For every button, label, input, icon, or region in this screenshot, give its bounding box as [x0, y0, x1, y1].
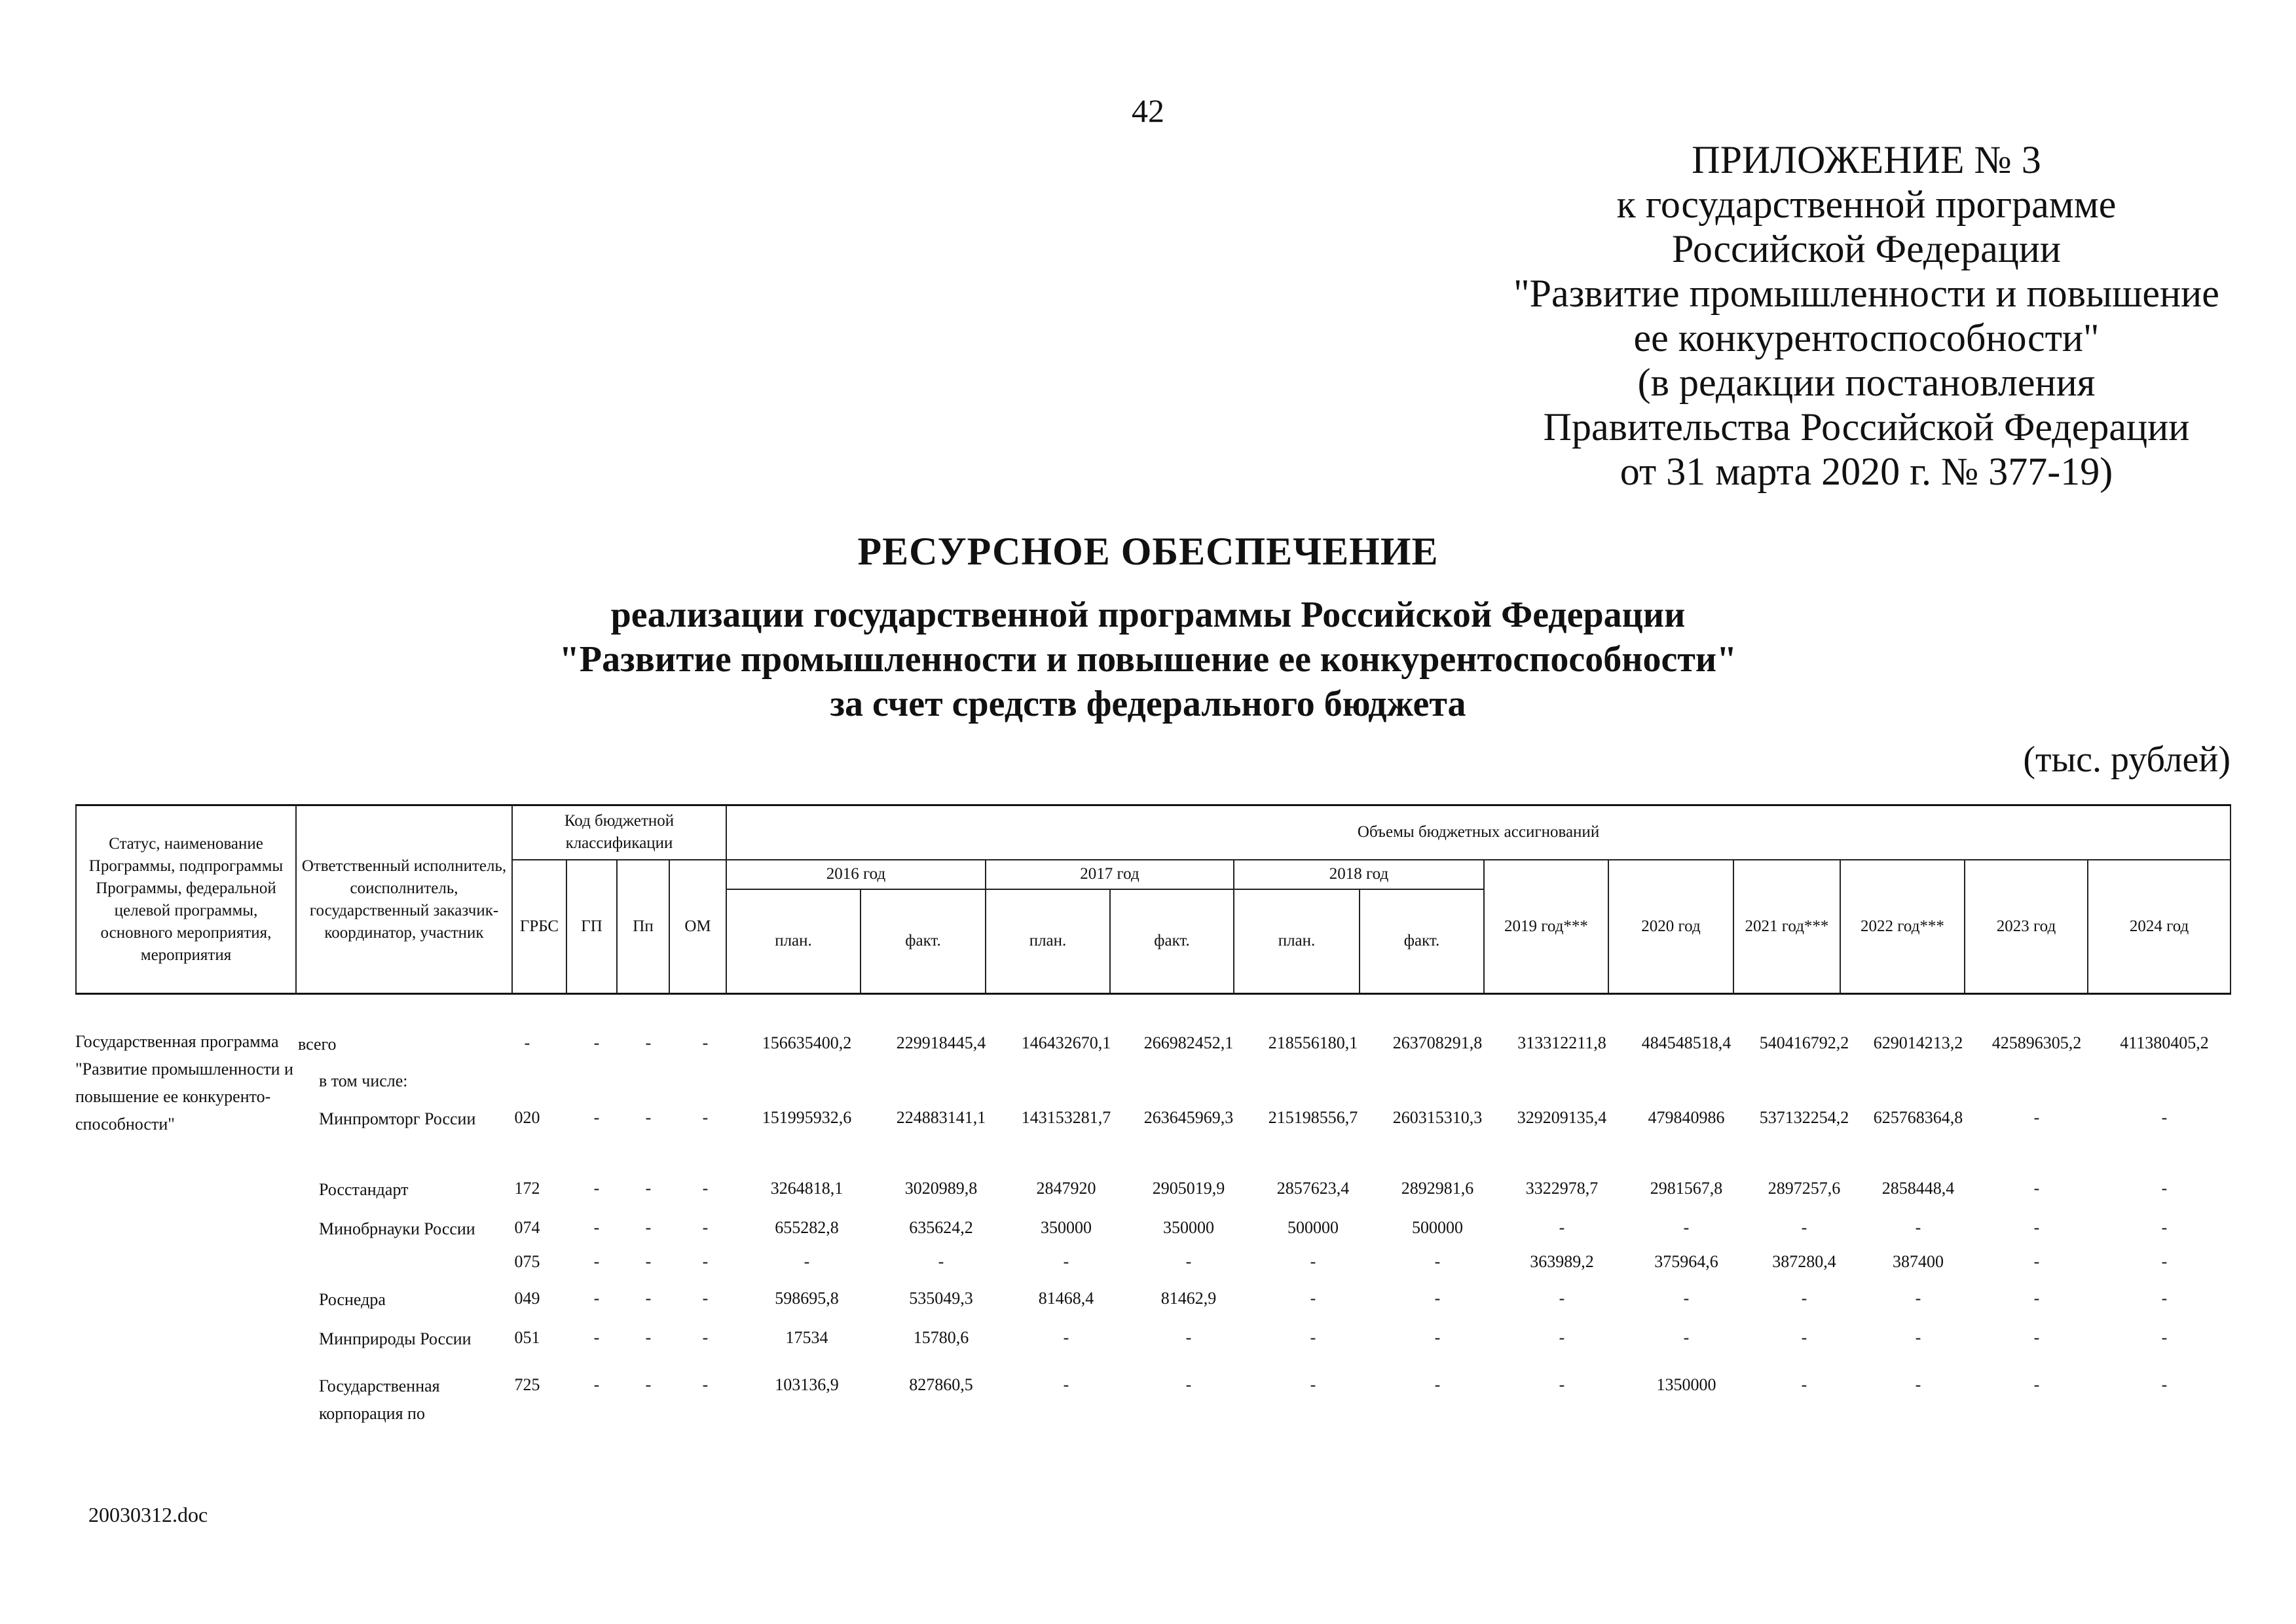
cell-gp: - [593, 1289, 600, 1308]
appendix-line: Правительства Российской Федерации [1543, 405, 2190, 449]
cell-pp: - [645, 1033, 652, 1052]
appendix-line: ее конкурентоспособности" [1633, 316, 2100, 360]
cell-value: 103136,9 [775, 1375, 839, 1394]
cell-pp: - [645, 1252, 652, 1271]
units-label: (тыс. рублей) [2023, 739, 2231, 780]
cell-value: 329209135,4 [1517, 1108, 1607, 1127]
cell-pp: - [645, 1375, 652, 1394]
page-number: 42 [1132, 92, 1164, 129]
header-executor: Ответственный исполнитель, соисполнитель, государственный заказчик-координатор, участник [296, 805, 512, 994]
cell-value: - [1185, 1328, 1192, 1347]
cell-value: - [2033, 1218, 2040, 1237]
appendix-header [1506, 138, 2227, 494]
row-executor: Государственная корпорация по [319, 1376, 440, 1423]
row-executor: Росстандарт [319, 1180, 409, 1199]
cell-value: - [1063, 1252, 1069, 1271]
cell-om: - [702, 1218, 709, 1237]
header-fact: факт. [1360, 889, 1484, 994]
cell-value: 411380405,2 [2120, 1033, 2209, 1052]
cell-value: - [2033, 1179, 2040, 1198]
cell-value: - [1801, 1218, 1807, 1237]
cell-value: - [2033, 1108, 2040, 1127]
cell-om: - [702, 1179, 709, 1198]
cell-value: - [2033, 1375, 2040, 1394]
cell-value: 260315310,3 [1392, 1108, 1483, 1127]
cell-value: 350000 [1163, 1218, 1214, 1237]
cell-pp: - [645, 1108, 652, 1127]
cell-gp: - [593, 1375, 600, 1394]
cell-value: - [1801, 1375, 1807, 1394]
header-year-2020: 2020 год [1608, 860, 1733, 994]
header-plan: план. [726, 889, 861, 994]
header-plan: план. [1234, 889, 1360, 994]
cell-value: - [1683, 1218, 1690, 1237]
cell-gp: - [593, 1179, 600, 1198]
header-volumes: Объемы бюджетных ассигнований [726, 805, 2231, 860]
cell-gp: - [593, 1218, 600, 1237]
cell-value: 2905019,9 [1152, 1179, 1225, 1198]
cell-grbs: 172 [514, 1179, 540, 1198]
document-title: РЕСУРСНОЕ ОБЕСПЕЧЕНИЕ [857, 530, 1439, 573]
cell-value: 537132254,2 [1759, 1108, 1849, 1127]
cell-value: - [1063, 1375, 1069, 1394]
cell-value: - [938, 1252, 944, 1271]
cell-value: - [2161, 1328, 2168, 1347]
cell-value: 387400 [1893, 1252, 1944, 1271]
cell-value: 218556180,1 [1268, 1033, 1358, 1052]
cell-value: - [1559, 1218, 1565, 1237]
header-fact: факт. [861, 889, 986, 994]
cell-value: 635624,2 [909, 1218, 973, 1237]
header-year-2021: 2021 год*** [1733, 860, 1840, 994]
cell-value: 1350000 [1656, 1375, 1716, 1394]
cell-value: 2858448,4 [1881, 1179, 1955, 1198]
cell-value: 363989,2 [1530, 1252, 1594, 1271]
header-gp: ГП [566, 860, 617, 994]
cell-om: - [702, 1033, 709, 1052]
header-year-2019: 2019 год*** [1484, 860, 1608, 994]
cell-value: 827860,5 [909, 1375, 973, 1394]
header-year-2017: 2017 год [986, 860, 1234, 889]
header-year-2024: 2024 год [2088, 860, 2231, 994]
program-name: Государственная программа "Развитие промышленности и повышение ее конкуренто- способности" [75, 1032, 293, 1134]
cell-grbs: 020 [514, 1108, 540, 1127]
cell-value: 229918445,4 [896, 1033, 986, 1052]
cell-value: - [1434, 1252, 1441, 1271]
cell-gp: - [593, 1108, 600, 1127]
cell-gp: - [593, 1252, 600, 1271]
cell-pp: - [645, 1179, 652, 1198]
cell-value: - [1310, 1375, 1316, 1394]
cell-value: - [1310, 1289, 1316, 1308]
cell-value: 2892981,6 [1401, 1179, 1474, 1198]
cell-value: - [2161, 1289, 2168, 1308]
appendix-line: "Развитие промышленности и повышение [1513, 272, 2219, 315]
cell-value: 215198556,7 [1268, 1108, 1358, 1127]
cell-pp: - [645, 1328, 652, 1347]
footer-filename: 20030312.doc [88, 1503, 208, 1526]
cell-om: - [702, 1328, 709, 1347]
cell-value: - [1801, 1328, 1807, 1347]
cell-value: 266982452,1 [1143, 1033, 1234, 1052]
row-executor: Роснедра [319, 1290, 386, 1309]
cell-value: 3322978,7 [1525, 1179, 1599, 1198]
header-grbs: ГРБС [512, 860, 566, 994]
cell-value: - [1559, 1328, 1565, 1347]
cell-value: 263708291,8 [1392, 1033, 1483, 1052]
cell-value: - [1559, 1289, 1565, 1308]
cell-value: 387280,4 [1772, 1252, 1836, 1271]
cell-value: 2897257,6 [1768, 1179, 1841, 1198]
subtitle-line: реализации государственной программы Российской Федерации [610, 595, 1686, 635]
cell-value: - [2161, 1375, 2168, 1394]
cell-value: 151995932,6 [762, 1108, 852, 1127]
cell-value: 350000 [1041, 1218, 1092, 1237]
header-year-2023: 2023 год [1965, 860, 2088, 994]
cell-value: 655282,8 [775, 1218, 839, 1237]
row-executor: Минприроды России [319, 1329, 472, 1348]
cell-value: 484548518,4 [1641, 1033, 1731, 1052]
cell-value: - [804, 1252, 810, 1271]
row-executor: всего [298, 1035, 337, 1054]
cell-value: 375964,6 [1654, 1252, 1718, 1271]
cell-grbs: 075 [514, 1252, 540, 1271]
cell-value: 15780,6 [913, 1328, 969, 1347]
cell-value: 3020989,8 [904, 1179, 978, 1198]
cell-value: 263645969,3 [1143, 1108, 1234, 1127]
cell-om: - [702, 1252, 709, 1271]
cell-value: 625768364,8 [1873, 1108, 1963, 1127]
cell-value: - [1801, 1289, 1807, 1308]
cell-value: - [2033, 1328, 2040, 1347]
header-year-2016: 2016 год [726, 860, 986, 889]
cell-value: - [1185, 1375, 1192, 1394]
appendix-line: от 31 марта 2020 г. № 377-19) [1620, 450, 2113, 493]
cell-value: - [1915, 1375, 1921, 1394]
cell-value: - [2161, 1179, 2168, 1198]
cell-value: 156635400,2 [762, 1033, 852, 1052]
cell-om: - [702, 1108, 709, 1127]
cell-value: 313312211,8 [1517, 1033, 1606, 1052]
cell-value: 17534 [785, 1328, 828, 1347]
cell-value: 629014213,2 [1873, 1033, 1963, 1052]
cell-value: 2847920 [1036, 1179, 1096, 1198]
cell-value: 535049,3 [909, 1289, 973, 1308]
cell-gp: - [593, 1328, 600, 1347]
cell-value: 3264818,1 [770, 1179, 843, 1198]
cell-grbs: 049 [514, 1289, 540, 1308]
cell-value: 500000 [1412, 1218, 1463, 1237]
header-budget-code: Код бюджетной классификации [512, 805, 726, 860]
cell-pp: - [645, 1289, 652, 1308]
cell-om: - [702, 1289, 709, 1308]
cell-value: - [1434, 1328, 1441, 1347]
cell-value: - [1683, 1328, 1690, 1347]
row-executor: Минобрнауки России [319, 1219, 475, 1238]
cell-value: 479840986 [1648, 1108, 1725, 1127]
cell-value: - [1310, 1252, 1316, 1271]
cell-grbs: 725 [514, 1375, 540, 1394]
cell-value: 500000 [1287, 1218, 1339, 1237]
cell-grbs: 051 [514, 1328, 540, 1347]
cell-value: 598695,8 [775, 1289, 839, 1308]
cell-value: - [1185, 1252, 1192, 1271]
header-year-2018: 2018 год [1234, 860, 1484, 889]
appendix-line: ПРИЛОЖЕНИЕ № 3 [1692, 138, 2041, 181]
appendix-line: (в редакции постановления [1637, 361, 2096, 404]
table-header [75, 804, 2231, 995]
cell-value: - [2161, 1218, 2168, 1237]
including-label: в том числе: [319, 1071, 408, 1090]
cell-value: - [1434, 1375, 1441, 1394]
header-fact: факт. [1110, 889, 1234, 994]
cell-value: - [1683, 1289, 1690, 1308]
cell-grbs: 074 [514, 1218, 540, 1237]
header-year-2022: 2022 год*** [1840, 860, 1965, 994]
row-executor: Минпромторг России [319, 1109, 476, 1128]
document-subtitle [0, 593, 2296, 726]
cell-value: 81462,9 [1160, 1289, 1217, 1308]
appendix-line: к государственной программе [1616, 183, 2117, 226]
subtitle-line: за счет средств федерального бюджета [830, 684, 1466, 724]
header-pp: Пп [617, 860, 669, 994]
header-status: Статус, наименование Программы, подпрограммы Программы, федеральной целевой программы, основного мероприятия, мероприятия [76, 805, 296, 994]
cell-value: - [1434, 1289, 1441, 1308]
cell-value: 143153281,7 [1021, 1108, 1111, 1127]
cell-value: 146432670,1 [1021, 1033, 1111, 1052]
cell-value: - [2033, 1289, 2040, 1308]
header-om: ОМ [669, 860, 726, 994]
cell-value: - [2033, 1252, 2040, 1271]
cell-value: - [1915, 1289, 1921, 1308]
cell-value: - [2161, 1252, 2168, 1271]
cell-value: - [1559, 1375, 1565, 1394]
header-plan: план. [986, 889, 1110, 994]
cell-value: - [1915, 1328, 1921, 1347]
cell-pp: - [645, 1218, 652, 1237]
cell-value: 540416792,2 [1759, 1033, 1849, 1052]
cell-value: - [1310, 1328, 1316, 1347]
cell-gp: - [593, 1033, 600, 1052]
cell-value: 425896305,2 [1991, 1033, 2082, 1052]
cell-value: 2857623,4 [1276, 1179, 1350, 1198]
appendix-line: Российской Федерации [1671, 227, 2062, 270]
cell-value: - [1063, 1328, 1069, 1347]
cell-value: 224883141,1 [896, 1108, 986, 1127]
cell-value: - [2161, 1108, 2168, 1127]
cell-value: 81468,4 [1038, 1289, 1094, 1308]
cell-grbs: - [524, 1033, 530, 1052]
cell-value: - [1915, 1218, 1921, 1237]
subtitle-line: "Развитие промышленности и повышение ее конкурентоспособности" [559, 639, 1737, 680]
cell-value: 2981567,8 [1650, 1179, 1723, 1198]
cell-om: - [702, 1375, 709, 1394]
